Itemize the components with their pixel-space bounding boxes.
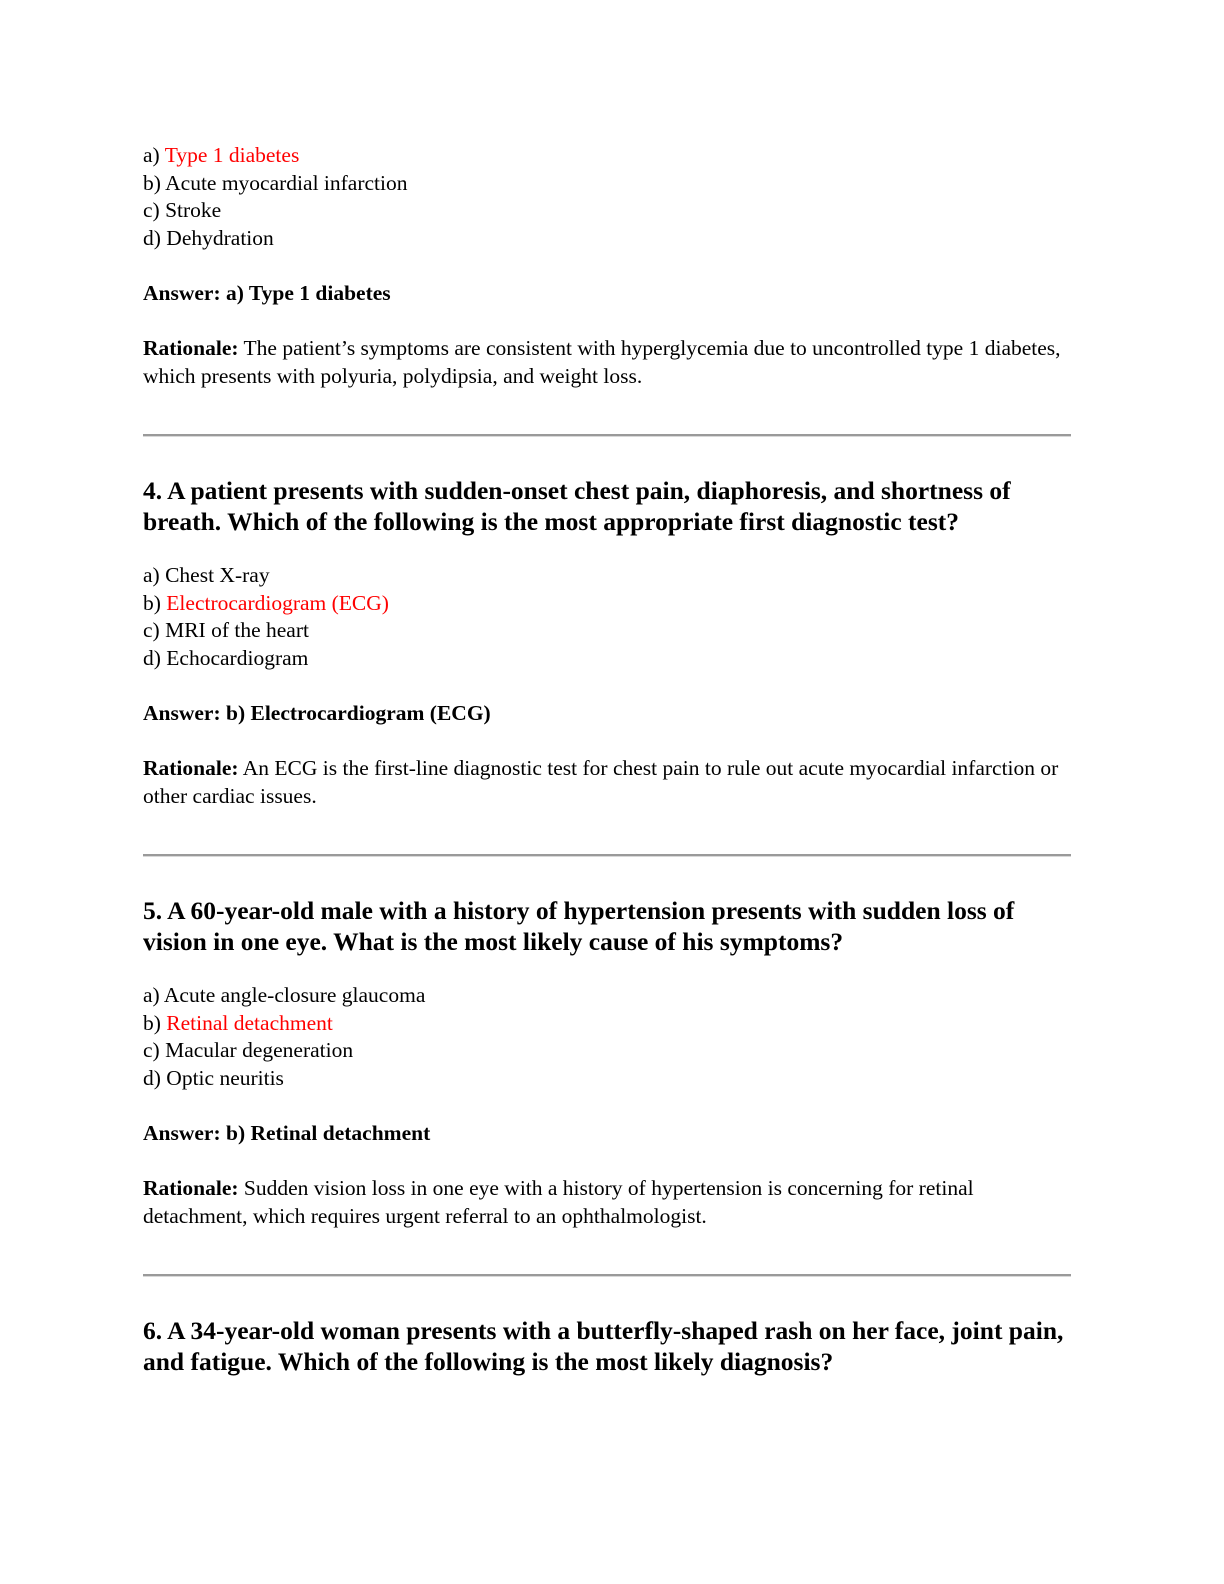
options-list bbox=[143, 562, 1071, 672]
option-c: c) Macular degeneration bbox=[143, 1038, 354, 1062]
correct-option-text: Type 1 diabetes bbox=[164, 143, 300, 167]
rationale-text: An ECG is the first-line diagnostic test for chest pain to rule out acute myocardial infarction or other cardiac issues. bbox=[143, 756, 1059, 808]
rationale-label: Rationale: bbox=[143, 756, 239, 780]
option-c: c) MRI of the heart bbox=[143, 618, 309, 642]
option-d: d) Dehydration bbox=[143, 225, 274, 250]
question-title: 6. A 34-year-old woman presents with a butterfly-shaped rash on her face, joint pain, and fatigue. Which of the following is the most likely diagnosis? bbox=[143, 1316, 1064, 1376]
option-a: a) Chest X-ray bbox=[143, 563, 270, 587]
horizontal-divider bbox=[143, 434, 1071, 437]
rationale bbox=[143, 754, 1071, 810]
option-b: b) Electrocardiogram (ECG) bbox=[143, 590, 389, 615]
question-title: 5. A 60-year-old male with a history of hypertension presents with sudden loss of vision in one eye. What is the most likely cause of his symptoms? bbox=[143, 896, 1015, 956]
option-b: b) Retinal detachment bbox=[143, 1010, 333, 1035]
rationale bbox=[143, 334, 1071, 390]
option-a: a) Acute angle-closure glaucoma bbox=[143, 983, 426, 1007]
rationale bbox=[143, 1174, 1071, 1230]
rationale-label: Rationale: bbox=[143, 336, 239, 360]
answer-line: Answer: b) Retinal detachment bbox=[143, 1121, 431, 1145]
question-6-block bbox=[143, 1315, 1071, 1377]
answer-line: Answer: a) Type 1 diabetes bbox=[143, 281, 391, 305]
option-d: d) Echocardiogram bbox=[143, 645, 309, 670]
horizontal-divider bbox=[143, 1274, 1071, 1277]
options-list bbox=[143, 982, 1071, 1092]
question-title: 4. A patient presents with sudden-onset chest pain, diaphoresis, and shortness of breath. Which of the following is the most appropriate first diagnostic test? bbox=[143, 476, 1011, 536]
rationale-text: Sudden vision loss in one eye with a history of hypertension is concerning for retinal detachment, which requires urgent referral to an ophthalmologist. bbox=[143, 1176, 974, 1228]
question-5-block bbox=[143, 895, 1071, 1230]
horizontal-divider bbox=[143, 854, 1071, 857]
question-4-block bbox=[143, 475, 1071, 810]
correct-option-text: Retinal detachment bbox=[166, 1010, 333, 1035]
option-c: c) Stroke bbox=[143, 198, 222, 222]
question-3-block bbox=[143, 142, 1071, 390]
option-a: a) Type 1 diabetes bbox=[143, 143, 300, 167]
option-b: b) Acute myocardial infarction bbox=[143, 170, 408, 195]
document-page bbox=[143, 142, 1071, 1402]
rationale-label: Rationale: bbox=[143, 1176, 239, 1200]
answer-line: Answer: b) Electrocardiogram (ECG) bbox=[143, 701, 491, 725]
option-d: d) Optic neuritis bbox=[143, 1065, 284, 1090]
options-list bbox=[143, 142, 1071, 252]
rationale-text: The patient’s symptoms are consistent with hyperglycemia due to uncontrolled type 1 diabetes, which presents with polyuria, polydipsia, and weight loss. bbox=[143, 336, 1061, 388]
correct-option-text: Electrocardiogram (ECG) bbox=[166, 590, 389, 615]
